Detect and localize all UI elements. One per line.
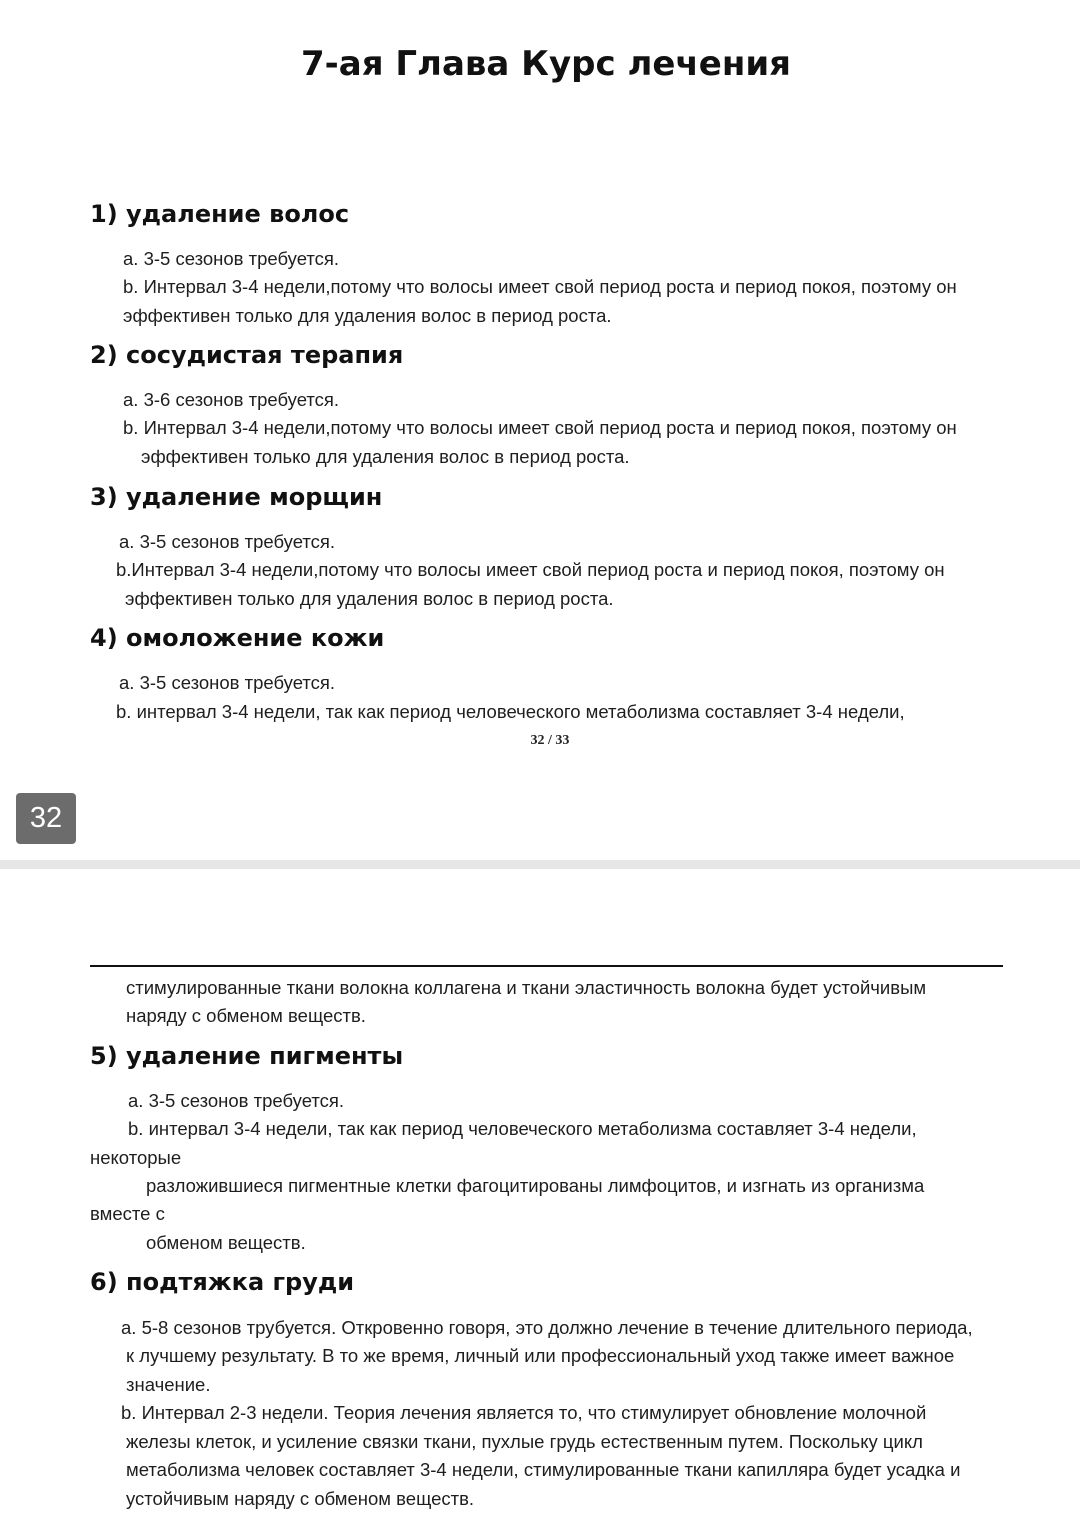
section-6-item-b-line1: b. Интервал 2-3 недели. Теория лечения является то, что стимулирует обновление молочной xyxy=(121,1402,927,1423)
section-6-item-b-line2: железы клеток, и усиление связки ткани, пухлые грудь естественным путем. Поскольку цикл xyxy=(126,1431,923,1452)
section-heading-skin-rejuvenation: 4) омоложение кожи xyxy=(90,624,385,652)
section-2-item-a: a. 3-6 сезонов требуется. xyxy=(123,389,340,410)
section-1-item-b-line2: эффективен только для удаления волос в период роста. xyxy=(123,305,612,326)
section-1-item-a: a. 3-5 сезонов требуется. xyxy=(123,248,340,269)
section-heading-wrinkle-removal: 3) удаление морщин xyxy=(90,483,383,511)
section-5-item-b-line1: b. интервал 3-4 недели, так как период человеческого метаболизма составляет 3-4 недели, xyxy=(128,1118,917,1139)
current-page-badge: 32 xyxy=(16,793,76,844)
section-heading-vascular-therapy: 2) сосудистая терапия xyxy=(90,341,404,369)
section-6-item-a-line1: a. 5-8 сезонов трубуется. Откровенно говоря, это должно лечение в течение длительного периода, xyxy=(121,1317,973,1338)
section-2-item-b-line2: эффективен только для удаления волос в период роста. xyxy=(141,446,630,467)
section-5-item-b-line3: разложившиеся пигментные клетки фагоцитированы лимфоцитов, и изгнать из организма xyxy=(146,1175,925,1196)
header-rule xyxy=(90,965,1003,967)
section-6-item-a-line2: к лучшему результату. В то же время, личный или профессиональный уход также имеет важное xyxy=(126,1345,955,1366)
section-5-item-b-line5: обменом веществ. xyxy=(146,1232,306,1253)
section-heading-hair-removal: 1) удаление волос xyxy=(90,200,350,228)
section-5-item-b-line4: вместе с xyxy=(90,1203,165,1224)
section-6-item-a-line3: значение. xyxy=(126,1374,211,1395)
section-6-item-b-line3: метаболизма человек составляет 3-4 недели, стимулированные ткани капилляра будет усадка и xyxy=(126,1459,961,1480)
section-3-item-b-line1: b.Интервал 3-4 недели,потому что волосы имеет свой период роста и период покоя, поэтому он xyxy=(116,559,945,580)
section-heading-pigment-removal: 5) удаление пигменты xyxy=(90,1042,404,1070)
section-5-item-b-line2: некоторые xyxy=(90,1147,182,1168)
continuation-line1: стимулированные ткани волокна коллагена и ткани эластичность волокна будет устойчивым xyxy=(126,977,927,998)
section-6-item-b-line4: устойчивым наряду с обменом веществ. xyxy=(126,1488,475,1509)
page-number: 32 / 33 xyxy=(530,733,570,748)
section-heading-breast-lift: 6) подтяжка груди xyxy=(90,1268,355,1296)
chapter-title: 7-ая Глава Курс лечения xyxy=(301,44,791,84)
section-3-item-b-line2: эффективен только для удаления волос в период роста. xyxy=(125,588,614,609)
continuation-line2: наряду с обменом веществ. xyxy=(126,1005,366,1026)
section-4-item-b-line1: b. интервал 3-4 недели, так как период человеческого метаболизма составляет 3-4 недели, xyxy=(116,701,905,722)
section-5-item-a: a. 3-5 сезонов требуется. xyxy=(128,1090,345,1111)
section-4-item-a: a. 3-5 сезонов требуется. xyxy=(119,672,336,693)
page-separator xyxy=(0,860,1080,869)
section-2-item-b-line1: b. Интервал 3-4 недели,потому что волосы имеет свой период роста и период покоя, поэтому он xyxy=(123,417,957,438)
section-1-item-b-line1: b. Интервал 3-4 недели,потому что волосы имеет свой период роста и период покоя, поэтому он xyxy=(123,276,957,297)
section-3-item-a: a. 3-5 сезонов требуется. xyxy=(119,531,336,552)
